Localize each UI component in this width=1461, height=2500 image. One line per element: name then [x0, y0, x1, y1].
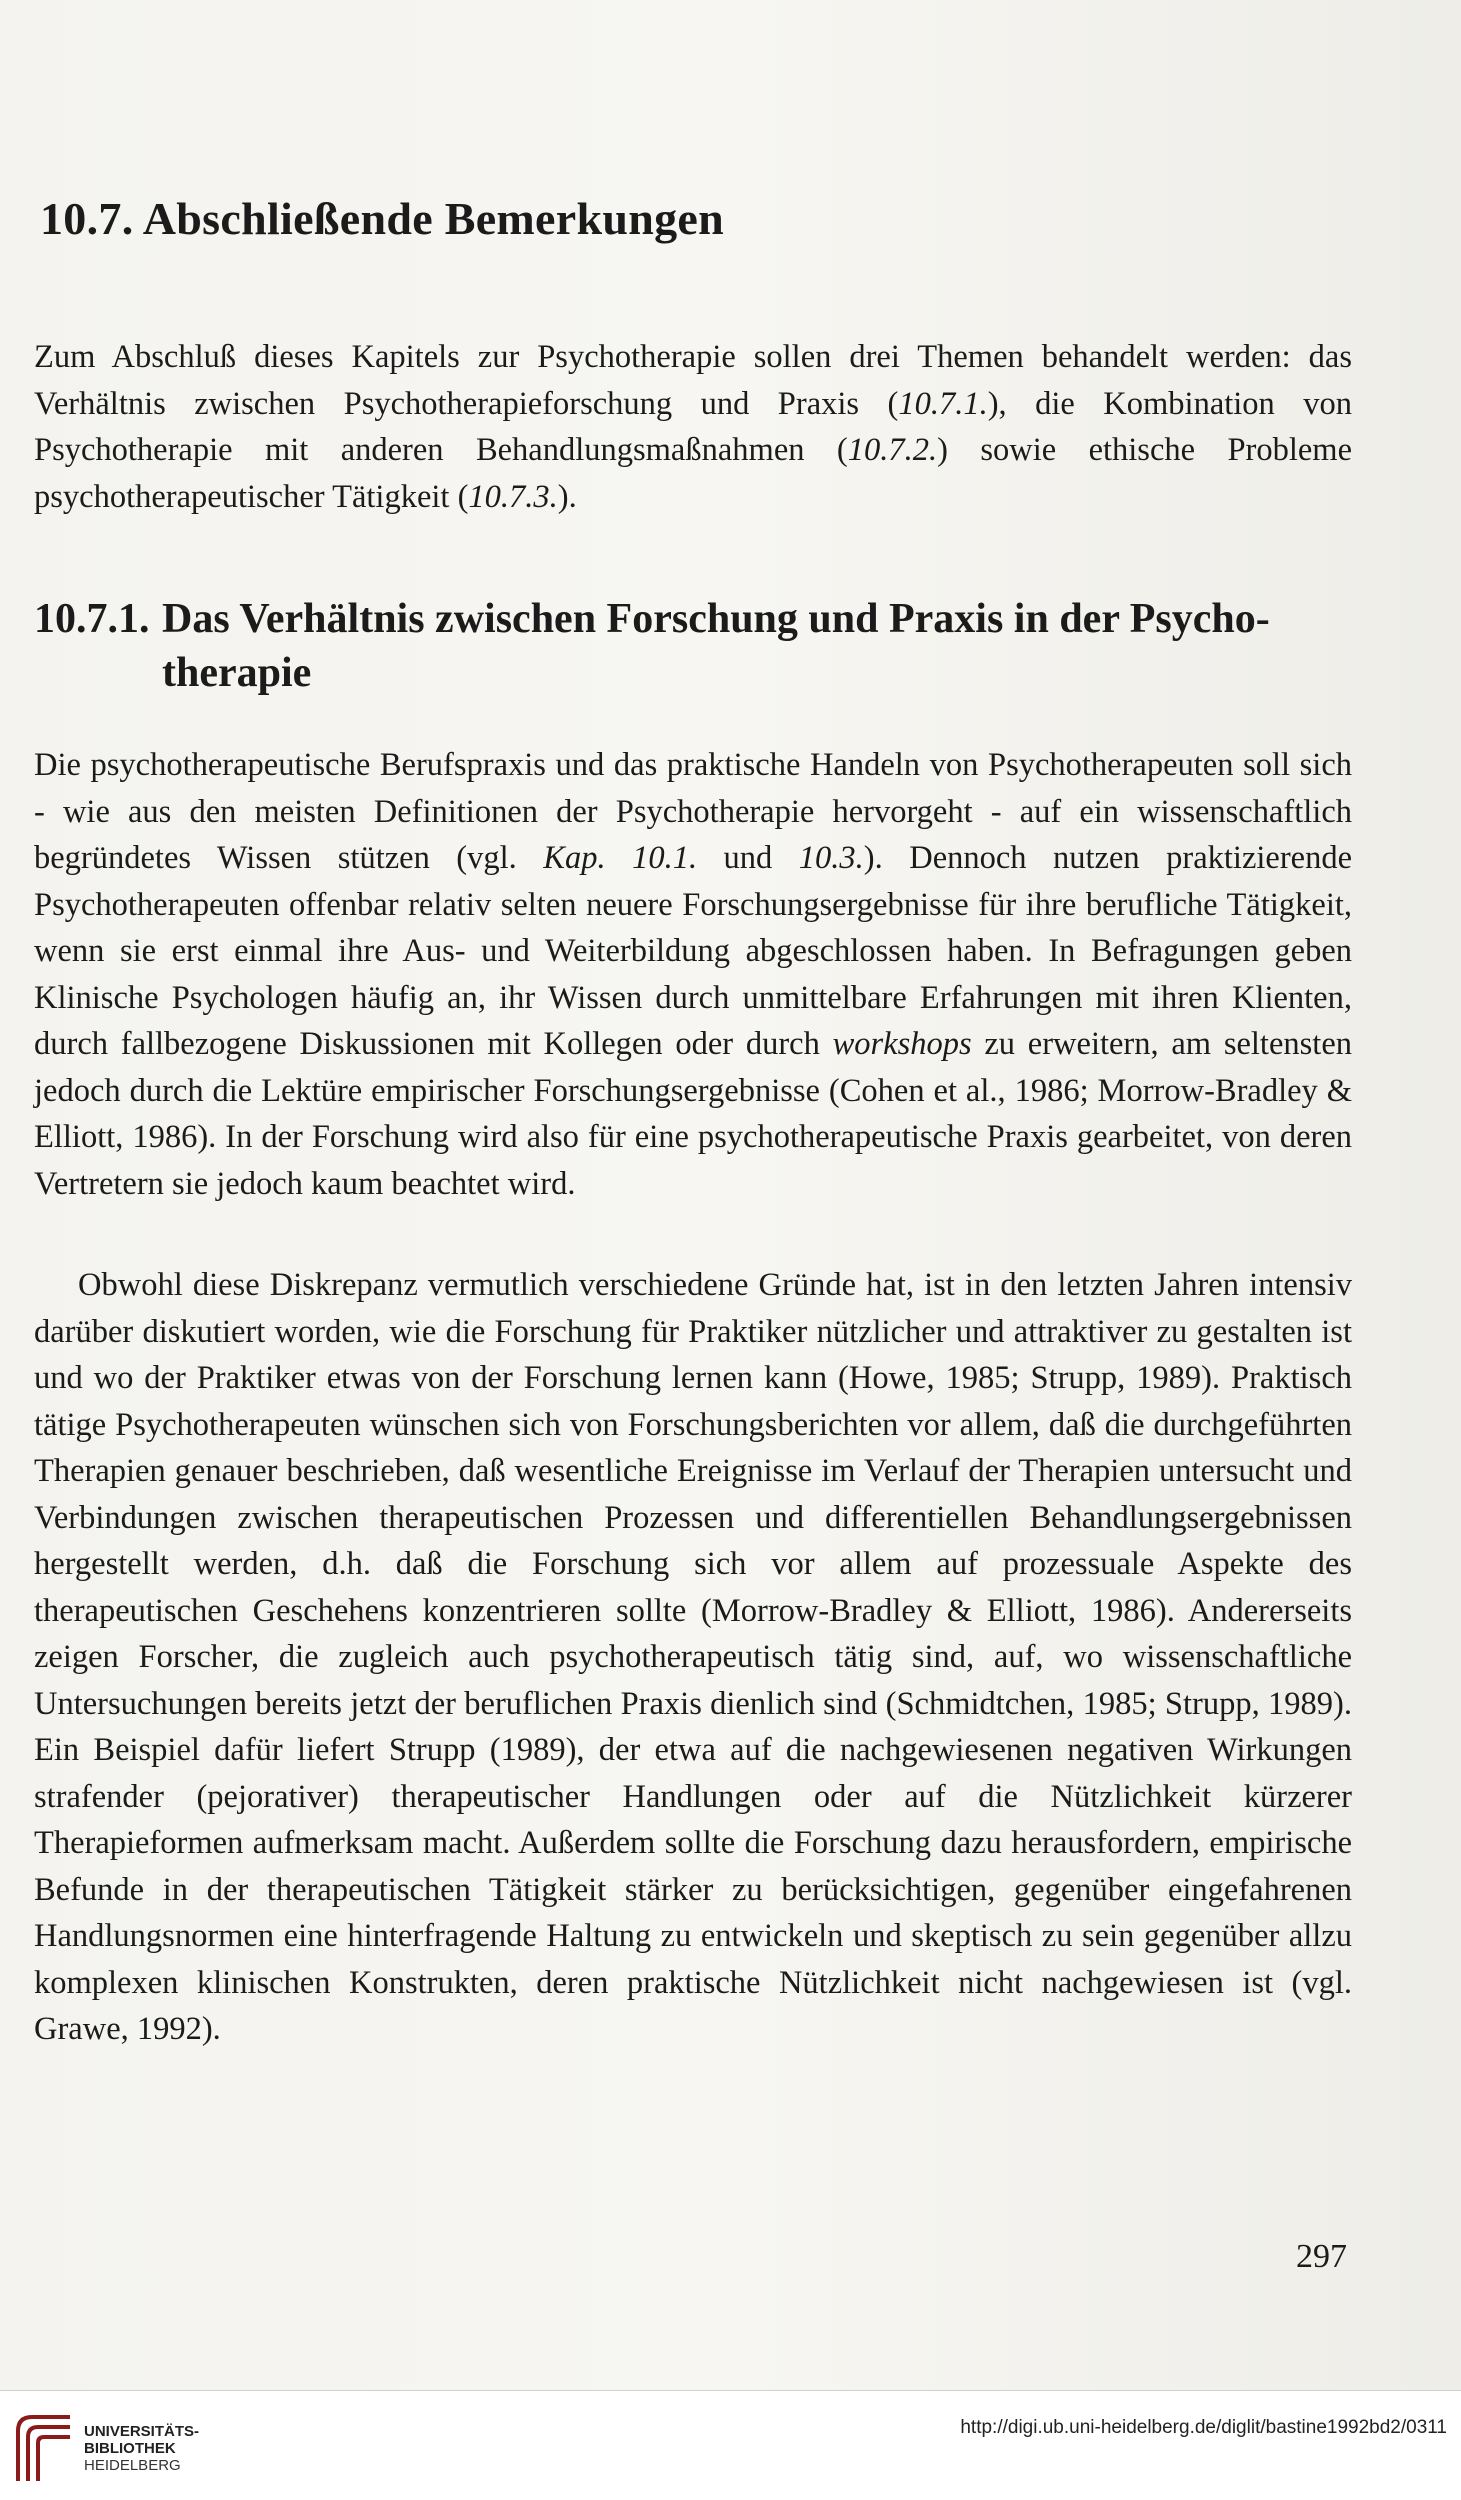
library-name	[84, 2423, 199, 2474]
p2-text-a: Die psychotherapeutische Berufspraxis und das praktische Handeln von Psychotherapeuten soll sich - wie aus den meisten Definitionen der Psychotherapie hervorgeht - auf ein wissenschaftlich begründetes Wissen stützen (vgl.	[34, 747, 1352, 876]
library-logo-icon	[14, 2411, 74, 2483]
subsection-number: 10.7.1.	[34, 596, 150, 642]
p2-text-b: und	[697, 840, 799, 876]
intro-paragraph	[34, 334, 1352, 520]
library-line-3: HEIDELBERG	[84, 2457, 181, 2474]
intro-text-d: ).	[557, 478, 577, 515]
body-paragraph-2: Obwohl diese Diskrepanz vermutlich verschiedene Gründe hat, ist in den letzten Jahren intensiv darüber diskutiert worden, wie die Forschung für Praktiker nützlicher und attraktiver zu gestalten ist und wo der Praktiker etwas von der Forschung lernen kann (Howe, 1985; Strupp, 1989). Praktisch tätige Psychotherapeuten wünschen sich von Forschungsberichten vor allem, daß die durchgeführten Therapien genauer beschrieben, daß wesentliche Ereignisse im Verlauf der Therapien untersucht und Verbindungen zwischen therapeutischen Prozessen und differentiellen Behandlungsergebnissen hergestellt werden, d.h. daß die Forschung sich vor allem auf prozessuale Aspekte des therapeutischen Geschehens konzentrieren sollte (Morrow-Bradley & Elliott, 1986). Andererseits zeigen Forscher, die zugleich auch psychotherapeutisch tätig sind, auf, wo wissenschaftliche Untersuchungen bereits jetzt der beruflichen Praxis dienlich sind (Schmidtchen, 1985; Strupp, 1989). Ein Beispiel dafür liefert Strupp (1989), der etwa auf die nachgewiesenen negativen Wirkungen strafender (pejorativer) therapeutischer Handlungen oder auf die Nützlichkeit kürzerer Therapieformen aufmerksam macht. Außerdem sollte die Forschung dazu herausfordern, empirische Befunde in der therapeutischen Tätigkeit stärker zu berücksichtigen, gegenüber eingefahrenen Handlungsnormen eine hinterfragende Haltung zu entwickeln und skeptisch zu sein gegenüber allzu komplexen klinischen Konstrukten, deren praktische Nützlichkeit nicht nachgewiesen ist (vgl. Grawe, 1992).	[34, 1267, 1352, 2047]
p2-text-c: ). Dennoch nutzen praktizierende Psychotherapeuten offenbar relativ selten neuere Forschungsergebnisse für ihre berufliche Tätigkeit, wenn sie erst einmal ihre Aus- und Weiterbildung abgeschlossen haben. In Befragungen geben Klinische Psychologen häufig an, ihr Wissen durch unmittelbare Erfahrungen mit ihren Klienten, durch fallbezogene Diskussionen mit Kollegen oder durch	[34, 840, 1352, 1062]
section-heading: 10.7. Abschließende Bemerkungen	[40, 193, 725, 244]
p2-ref-1: Kap. 10.1.	[543, 840, 698, 876]
intro-text-c: ) sowie ethische Probleme psychotherapeutischer Tätigkeit (	[34, 432, 1353, 515]
library-line-2: BIBLIOTHEK	[84, 2440, 176, 2457]
page-number: 297	[1296, 2238, 1347, 2275]
subsection-title-line2: therapie	[162, 650, 312, 696]
intro-text-b: ), die Kombination von Psychotherapie mit anderen Behandlungsmaßnahmen (	[34, 385, 1353, 468]
intro-text-a: Zum Abschluß dieses Kapitels zur Psychotherapie sollen drei Themen behandelt werden: das Verhältnis zwischen Psychotherapieforschung und Praxis (	[34, 339, 1352, 422]
subsection-heading	[34, 592, 1354, 700]
p2-ref-2: 10.3.	[798, 840, 864, 876]
p2-emphasis: workshops	[832, 1026, 972, 1062]
subsection-title-line1: Das Verhältnis zwischen Forschung und Praxis in der Psycho-	[162, 596, 1270, 642]
library-line-1: UNIVERSITÄTS-	[84, 2423, 200, 2440]
intro-ref-2: 10.7.2.	[847, 432, 938, 468]
footer-bar	[0, 2390, 1461, 2500]
intro-ref-3: 10.7.3.	[468, 478, 558, 515]
body-paragraph-1	[34, 742, 1352, 1207]
p2-text-d: zu erweitern, am seltensten jedoch durch die Lektüre empirischer Forschungsergebnisse (Cohen et al., 1986; Morrow-Bradley & Elliott, 1986). In der Forschung wird also für eine psychotherapeutische Praxis gearbeitet, von deren Vertretern sie jedoch kaum beachtet wird.	[34, 1026, 1352, 1202]
source-url-link[interactable]: http://digi.ub.uni-heidelberg.de/diglit/bastine1992bd2/0311	[960, 2417, 1447, 2438]
intro-ref-1: 10.7.1.	[898, 385, 988, 422]
